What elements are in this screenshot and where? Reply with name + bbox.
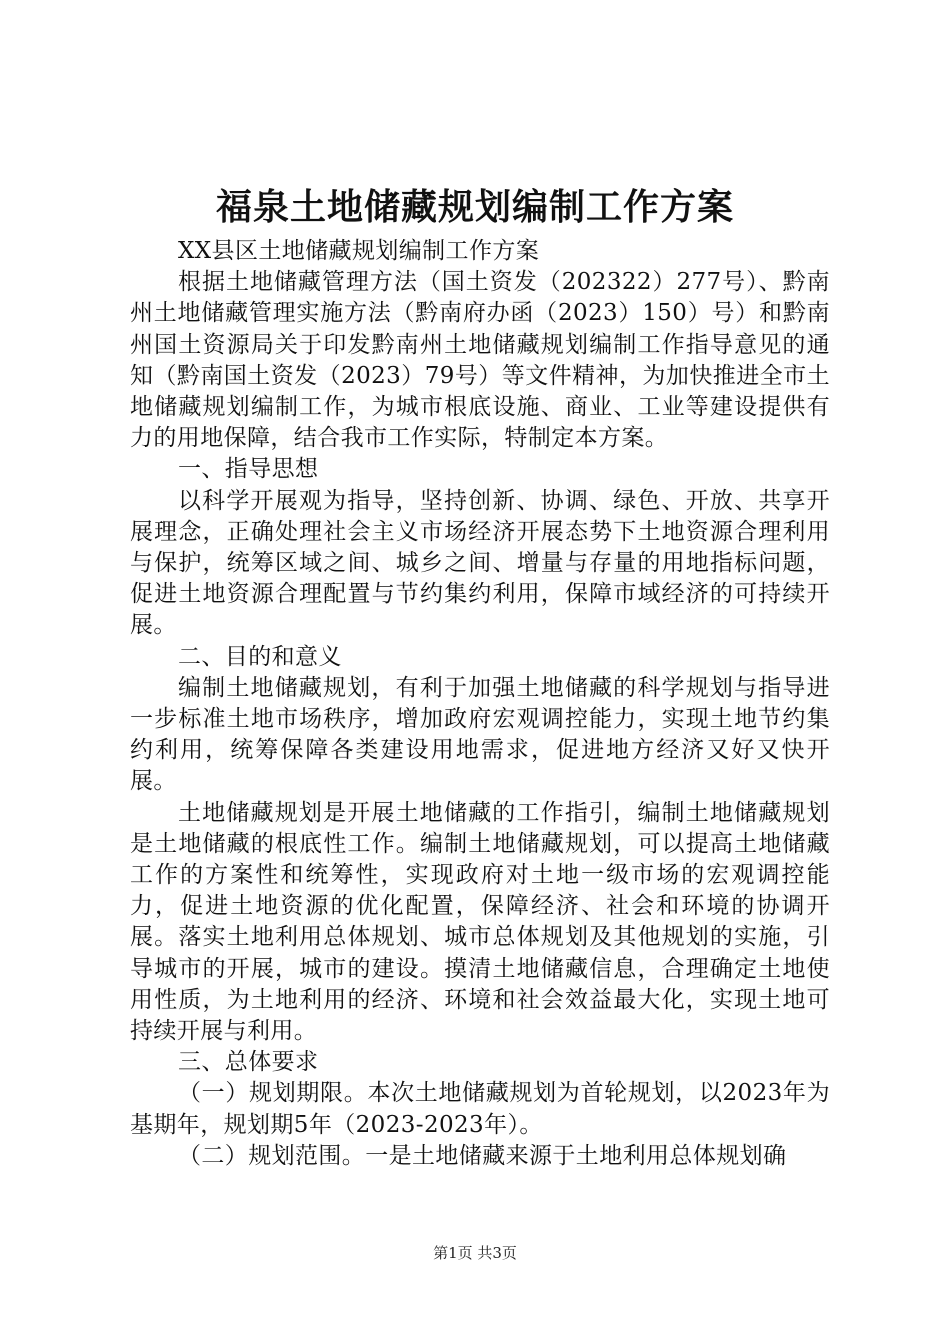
purpose-paragraph: 编制土地储藏规划，有利于加强土地储藏的科学规划与指导进一步标准土地市场秩序，增加政府宏观调控能力，实现土地节约集约利用，统筹保障各类建设用地需求，促进地方经济又好又快开展。	[130, 674, 830, 795]
page-number-footer: 第1页 共3页	[433, 1244, 517, 1262]
section-heading-requirements: 三、总体要求	[178, 1049, 319, 1076]
subtitle-paragraph: XX县区土地储藏规划编制工作方案	[178, 238, 540, 264]
significance-paragraph: 土地储藏规划是开展土地储藏的工作指引，编制土地储藏规划是土地储藏的根底性工作。编制土地储藏规划，可以提高土地储藏工作的方案性和统筹性，实现政府对土地一级市场的宏观调控能力，促进土地资源的优化配置，保障经济、社会和环境的协调开展。落实土地利用总体规划、城市总体规划及其他规划的实施，引导城市的开展，城市的建设。摸清土地储藏信息，合理确定土地使用性质，为土地利用的经济、环境和社会效益最大化，实现土地可持续开展与利用。	[130, 799, 830, 1045]
section-heading-guiding-ideology: 一、指导思想	[178, 456, 319, 483]
document-body	[130, 236, 830, 1172]
guiding-ideology-paragraph: 以科学开展观为指导，坚持创新、协调、绿色、开放、共享开展理念，正确处理社会主义市场经济开展态势下土地资源合理利用与保护，统筹区域之间、城乡之间、增量与存量的用地指标问题，促进土地资源合理配置与节约集约利用，保障市域经济的可持续开展。	[130, 487, 830, 639]
document-title: 福泉土地储藏规划编制工作方案	[215, 186, 734, 228]
planning-scope-paragraph: （二）规划范围。一是土地储藏来源于土地利用总体规划确	[178, 1142, 787, 1169]
section-heading-purpose: 二、目的和意义	[178, 643, 342, 670]
planning-period-paragraph: （一）规划期限。本次土地储藏规划为首轮规划，以2023年为基期年，规划期5年（2023-2023年）。	[130, 1080, 830, 1138]
intro-paragraph: 根据土地储藏管理方法（国土资发（202322）277号）、黔南州土地储藏管理实施方法（黔南府办函（2023）150）号）和黔南州国土资源局关于印发黔南州土地储藏规划编制工作指导意见的通知（黔南国土资发（2023）79号）等文件精神，为加快推进全市土地储藏规划编制工作，为城市根底设施、商业、工业等建设提供有力的用地保障，结合我市工作实际，特制定本方案。	[130, 269, 830, 452]
